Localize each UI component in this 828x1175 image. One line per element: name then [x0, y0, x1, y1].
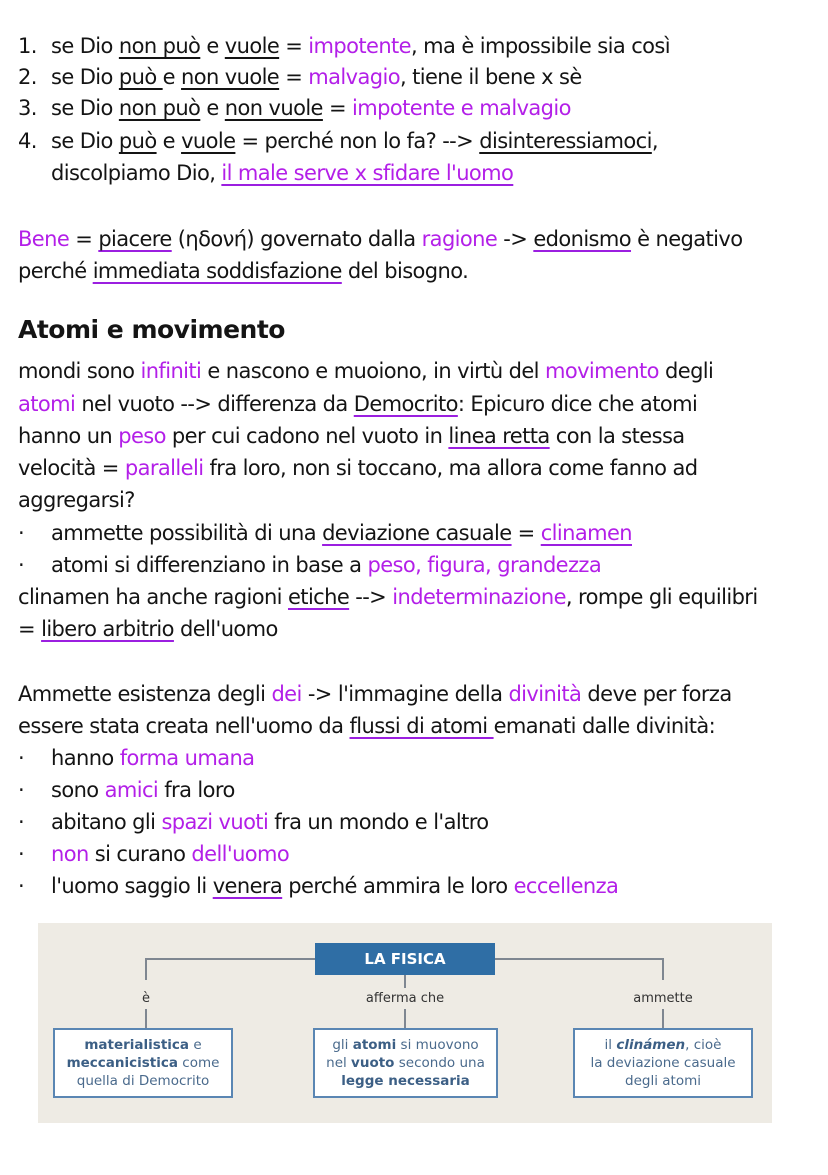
text: mondi sono	[18, 359, 141, 383]
highlight-text: dei	[271, 682, 302, 706]
text: clinamen ha anche ragioni	[18, 585, 288, 609]
paragraph-line	[18, 356, 713, 386]
underlined-text: Democrito	[353, 392, 458, 416]
list-number: 3.	[18, 96, 37, 120]
bullet-item	[18, 518, 632, 548]
text: : Epicuro dice che atomi	[457, 392, 698, 416]
node-line: degli atomi	[625, 1073, 701, 1089]
bullet-item	[18, 839, 289, 869]
bullet-icon: ·	[18, 746, 25, 770]
bullet-item	[18, 871, 618, 901]
text: se Dio	[51, 34, 119, 58]
underlined-text: etiche	[287, 585, 350, 609]
paragraph-line	[18, 453, 698, 483]
text: =	[322, 96, 353, 120]
paragraph-line: aggregarsi?	[18, 488, 135, 512]
text: discolpiamo Dio,	[51, 161, 222, 185]
connector-line	[495, 958, 663, 960]
text: se Dio	[51, 96, 119, 120]
text: ammette possibilità di una	[51, 521, 323, 545]
text: come	[178, 1055, 220, 1071]
text: è negativo	[631, 227, 743, 251]
map-node-atomi	[313, 1028, 498, 1098]
paragraph-line	[18, 224, 742, 254]
bullet-icon: ·	[18, 778, 25, 802]
highlight-text: forma umana	[119, 746, 255, 770]
highlight-text: divinità	[508, 682, 582, 706]
text: l'uomo saggio li	[51, 874, 213, 898]
text: , tiene il bene x sè	[399, 65, 582, 89]
text: abitano gli	[51, 810, 162, 834]
text: degli	[658, 359, 714, 383]
list-item	[18, 93, 571, 123]
map-node-materialistica	[53, 1028, 233, 1098]
map-root-node: LA FISICA	[315, 943, 495, 975]
text: emanati dalle divinità:	[493, 714, 716, 738]
connector-line	[662, 958, 664, 980]
highlight-text: impotente e malvagio	[352, 96, 571, 120]
highlight-text: peso	[118, 424, 166, 448]
bold-text: materialistica	[84, 1037, 190, 1053]
highlight-text: peso, figura, grandezza	[367, 553, 602, 577]
underlined-text: vuole	[181, 129, 236, 153]
connector-line	[145, 958, 315, 960]
highlight-text: atomi	[18, 392, 76, 416]
text: se Dio	[51, 65, 119, 89]
text: dell'uomo	[173, 617, 278, 641]
bullet-icon: ·	[18, 842, 25, 866]
paragraph-line	[18, 582, 758, 612]
text: -> l'immagine della	[301, 682, 509, 706]
connector-line	[662, 1009, 664, 1028]
text: -->	[349, 585, 393, 609]
text: fra loro	[158, 778, 235, 802]
node-line	[55, 1054, 231, 1072]
highlight-text: malvagio	[308, 65, 400, 89]
connector-line	[404, 1009, 406, 1028]
section-title: Atomi e movimento	[18, 315, 285, 344]
underlined-text: linea retta	[448, 424, 550, 448]
highlight-text: Bene	[18, 227, 70, 251]
text: nel	[326, 1055, 352, 1071]
underlined-text: disinteressiamoci	[479, 129, 652, 153]
list-item	[18, 126, 658, 156]
relation-label: è	[139, 991, 153, 1006]
list-item	[18, 62, 582, 92]
text: perché	[18, 259, 93, 283]
bullet-item	[18, 550, 601, 580]
bullet-icon: ·	[18, 810, 25, 834]
highlight-text: infiniti	[140, 359, 202, 383]
text: con la stessa	[549, 424, 685, 448]
underlined-text: immediata soddisfazione	[92, 259, 342, 283]
bold-text: legge necessaria	[341, 1073, 470, 1089]
highlight-text: indeterminazione	[392, 585, 566, 609]
bullet-icon: ·	[18, 553, 25, 577]
highlight-text: movimento	[545, 359, 659, 383]
node-line	[55, 1036, 231, 1054]
text: e	[162, 65, 182, 89]
text: , ma è impossibile sia così	[410, 34, 670, 58]
bullet-item	[18, 807, 489, 837]
underlined-text: non vuole	[224, 96, 323, 120]
text: e	[200, 96, 225, 120]
text: fra loro, non si toccano, ma allora come fanno ad	[203, 456, 698, 480]
relation-label: afferma che	[363, 991, 447, 1006]
highlight-text: dell'uomo	[191, 842, 290, 866]
concept-map	[38, 923, 772, 1123]
text: (ηδονή) governato dalla	[171, 227, 422, 251]
text: Ammette esistenza degli	[18, 682, 272, 706]
text: =	[18, 617, 42, 641]
underlined-text: flussi di atomi	[349, 714, 494, 738]
underlined-text: può	[118, 65, 163, 89]
node-line	[315, 1036, 496, 1054]
paragraph-line	[18, 614, 278, 644]
text: e	[200, 34, 225, 58]
relation-label: ammette	[630, 991, 695, 1006]
highlight-text: il male serve x sfidare l'uomo	[221, 161, 514, 185]
text: per cui cadono nel vuoto in	[165, 424, 449, 448]
text: =	[279, 34, 309, 58]
text: e	[189, 1037, 202, 1053]
bold-text: atomi	[352, 1037, 397, 1053]
text: e nascono e muoiono, in virtù del	[201, 359, 545, 383]
list-number: 1.	[18, 34, 37, 58]
bullet-item	[18, 775, 235, 805]
highlight-text: paralleli	[124, 456, 204, 480]
list-number: 4.	[18, 129, 37, 153]
node-line	[315, 1054, 496, 1072]
text: gli	[332, 1037, 353, 1053]
bold-text: vuoto	[351, 1055, 395, 1071]
underlined-text: non vuole	[181, 65, 280, 89]
text: hanno	[51, 746, 120, 770]
node-line: quella di Democrito	[76, 1073, 210, 1089]
underlined-text: deviazione casuale	[322, 521, 512, 545]
text: deve per forza	[581, 682, 732, 706]
highlight-text: ragione	[421, 227, 498, 251]
bullet-icon: ·	[18, 521, 25, 545]
highlight-text: spazi vuoti	[161, 810, 269, 834]
map-node-clinamen	[573, 1028, 753, 1098]
bold-italic-text: clinámen	[616, 1037, 686, 1053]
text: secondo una	[394, 1055, 485, 1071]
bullet-item	[18, 743, 254, 773]
text: atomi si differenziano in base a	[51, 553, 368, 577]
text: se Dio	[51, 129, 119, 153]
paragraph-line	[18, 421, 685, 451]
text: =	[279, 65, 309, 89]
paragraph-line	[18, 389, 697, 419]
text: si curano	[88, 842, 192, 866]
node-line	[315, 1072, 496, 1090]
bullet-icon: ·	[18, 874, 25, 898]
connector-line	[145, 1009, 147, 1028]
underlined-text: può	[118, 129, 157, 153]
text: velocità =	[18, 456, 125, 480]
text: =	[69, 227, 99, 251]
bold-text: meccanicistica	[66, 1055, 178, 1071]
text: , cioè	[685, 1037, 722, 1053]
underlined-text: vuole	[224, 34, 280, 58]
list-item	[18, 31, 670, 61]
highlight-text: impotente	[308, 34, 411, 58]
underlined-text: edonismo	[533, 227, 632, 251]
text: hanno un	[18, 424, 119, 448]
highlight-text: non	[51, 842, 89, 866]
text: =	[511, 521, 541, 545]
underlined-text: venera	[212, 874, 283, 898]
text: sono	[51, 778, 105, 802]
node-line: la deviazione casuale	[590, 1055, 736, 1071]
underlined-text: libero arbitrio	[41, 617, 174, 641]
text: e	[156, 129, 182, 153]
connector-line	[145, 958, 147, 980]
paragraph-line	[18, 679, 732, 709]
connector-line	[404, 975, 406, 988]
text: = perché non lo fa? -->	[235, 129, 480, 153]
list-item-continuation	[18, 158, 513, 188]
text: del bisogno.	[341, 259, 469, 283]
underlined-text: non può	[118, 34, 201, 58]
text: ->	[497, 227, 534, 251]
list-number: 2.	[18, 65, 37, 89]
underlined-text: piacere	[98, 227, 172, 251]
text: nel vuoto --> differenza da	[75, 392, 354, 416]
highlight-text: amici	[104, 778, 159, 802]
node-line	[575, 1036, 751, 1054]
highlight-text: eccellenza	[513, 874, 619, 898]
text: si muovono	[396, 1037, 479, 1053]
paragraph-line	[18, 711, 715, 741]
paragraph-line	[18, 256, 468, 286]
text: il	[604, 1037, 617, 1053]
text: ,	[651, 129, 658, 153]
highlight-text: clinamen	[540, 521, 632, 545]
text: fra un mondo e l'altro	[268, 810, 489, 834]
text: perché ammira le loro	[282, 874, 514, 898]
underlined-text: non può	[118, 96, 201, 120]
text: , rompe gli equilibri	[565, 585, 758, 609]
text: essere stata creata nell'uomo da	[18, 714, 350, 738]
